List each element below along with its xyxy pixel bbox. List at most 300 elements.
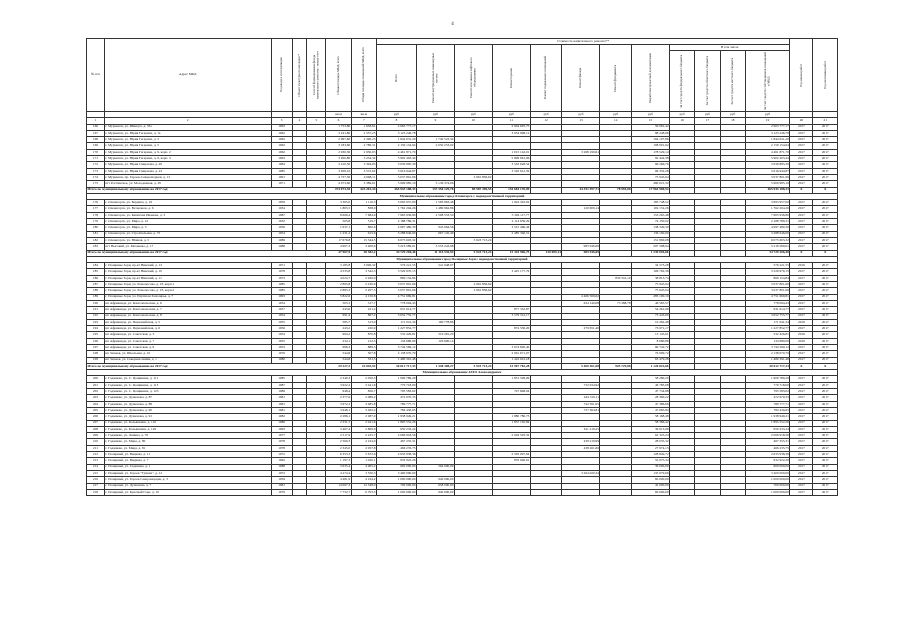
table-cell: 1 762 204,26 — [376, 206, 416, 212]
total-cell: Х — [813, 250, 838, 256]
address-cell: г. Мурманск, пр. Героев-Североморцев, д. 13 — [104, 174, 271, 180]
table-cell: 2 331,7 — [326, 420, 351, 426]
address-cell: г. Полярные Зори, ул. Ломоносова, д. 23, корп.2 — [104, 288, 271, 294]
table-cell: 3 744 569,12 — [745, 344, 789, 350]
table-cell — [492, 489, 530, 495]
table-cell: 1979 — [271, 489, 292, 495]
table-cell: 2 560,3 — [326, 439, 351, 445]
table-cell: 5 809 961,06 — [492, 156, 530, 162]
table-cell: 2 004 593,32 — [492, 433, 530, 439]
address-cell: нп Африканда, ул. Комсомольская, д. 7 — [104, 307, 271, 313]
row-number: 200 — [87, 376, 105, 382]
table-cell: 784 430,65 — [376, 407, 416, 413]
row-number: 166 — [87, 124, 105, 130]
table-cell: 3 389,61 — [351, 181, 376, 187]
table-cell: 1973 — [271, 275, 292, 281]
table-cell: 4 461 871,70 — [376, 149, 416, 155]
table-cell: 2 041,6 — [351, 420, 376, 426]
table-cell: 4 274,4 — [326, 470, 351, 476]
table-cell: 2017 — [813, 168, 838, 174]
capital-repair-table — [86, 38, 838, 496]
unit-cell: руб — [530, 112, 562, 118]
row-number: 185 — [87, 269, 105, 275]
address-cell: г. Полярный, ул. Героев Североморцев, д. 3 — [104, 477, 271, 483]
row-number: 202 — [87, 389, 105, 395]
section-title: Муниципальное образование город Оленегорск с подведомственной территорией — [87, 193, 838, 199]
table-cell: 1971 — [271, 263, 292, 269]
table-cell: 153 265,48 — [632, 212, 670, 218]
address-cell: пгт Ростинское, ул. Молодежная, д. 39 — [104, 181, 271, 187]
unit-cell: руб — [720, 112, 745, 118]
table-cell: 62 325,24 — [632, 433, 670, 439]
table-cell: 860,6 — [351, 225, 376, 231]
table-cell: 3 652 755,77 — [745, 313, 789, 319]
unit-cell: руб — [670, 112, 695, 118]
row-number: 195 — [87, 332, 105, 338]
table-cell: 1989 — [271, 389, 292, 395]
table-cell: 576 221,55 — [745, 263, 789, 269]
address-cell: нп Африканда, ул. Первомайская, д. 5 — [104, 319, 271, 325]
table-cell: 1955 — [271, 319, 292, 325]
address-cell: г. Полярные Зори, пр-кт Нивский, д. 13 — [104, 263, 271, 269]
total-label: Итого по муниципальному образованию на 2017 год: — [87, 187, 326, 193]
table-cell: 1957 — [271, 307, 292, 313]
row-number: 191 — [87, 307, 105, 313]
table-cell: 2 663 777,17 — [745, 124, 789, 130]
table-cell: 2 508 553,59 — [417, 212, 455, 218]
table-cell: 60 000,00 — [632, 477, 670, 483]
table-cell: 876 946,91 — [492, 458, 530, 464]
table-cell: 185 748,52 — [632, 200, 670, 206]
table-cell: 3 034 998,12 — [492, 130, 530, 136]
unit-cell: руб — [600, 112, 632, 118]
table-cell: 943 664,56 — [417, 225, 455, 231]
table-cell: 2 557,25 — [351, 130, 376, 136]
table-cell: 2 114 639,29 — [492, 219, 530, 225]
table-cell: 2017 — [790, 212, 813, 218]
table-cell: 2 377,6 — [326, 395, 351, 401]
table-cell: 297 398,94 — [632, 244, 670, 250]
table-cell: 2 188 789,31 — [745, 219, 789, 225]
table-cell: 2017 — [813, 477, 838, 483]
total-cell: 985 946,69 — [562, 250, 600, 256]
table-cell: 2 930,03 — [351, 149, 376, 155]
table-cell: 467 255,31 — [376, 439, 416, 445]
table-cell: 108 901,62 — [632, 143, 670, 149]
address-cell: г. Гаджиево, ул. Душенова, д. 91 — [104, 414, 271, 420]
address-cell: г. Полярный, ул. Героев "Тумана", д. 12 — [104, 470, 271, 476]
table-cell: 1 480 391,48 — [376, 357, 416, 363]
table-cell: 2017 — [813, 433, 838, 439]
table-cell: 2017 — [790, 382, 813, 388]
table-cell: 2017 — [813, 401, 838, 407]
table-cell: 795 583,02 — [745, 389, 789, 395]
table-cell: 17 676,8 — [326, 237, 351, 243]
table-cell: 439 219,99 — [562, 439, 600, 445]
table-cell: 3 652 755,77 — [376, 313, 416, 319]
table-cell: 1972 — [271, 452, 292, 458]
address-cell: г. Полярный, ул. Гаджиева, д. 1 — [104, 464, 271, 470]
table-cell: 2017 — [790, 181, 813, 187]
table-cell: 4 751 669,81 — [376, 294, 416, 300]
total-cell: 37 967,9 — [326, 250, 351, 256]
table-cell: 2017 — [813, 143, 838, 149]
column-number-cell: 17 — [695, 118, 720, 124]
table-cell: 3 467,4 — [326, 426, 351, 432]
row-number: 177 — [87, 206, 105, 212]
address-cell: г. Оленегорск, ул. Мира, д. 12 — [104, 219, 271, 225]
header-start-year: Год начала работ — [790, 39, 813, 112]
row-number: 204 — [87, 401, 105, 407]
table-cell: 128 840,72 — [632, 452, 670, 458]
table-cell: 317,7 — [351, 300, 376, 306]
table-cell: 3 410,30 — [326, 162, 351, 168]
address-cell: нп Зашеек, ул. Школьная, д. 10 — [104, 351, 271, 357]
table-cell: 519 281,20 — [417, 332, 455, 338]
table-cell: 2 066 918,56 — [745, 433, 789, 439]
table-cell: 3 200,80 — [326, 156, 351, 162]
table-cell: 3 183,60 — [326, 143, 351, 149]
table-cell: 650 233,24 — [376, 426, 416, 432]
table-cell: 472 670,33 — [745, 395, 789, 401]
row-number: 184 — [87, 263, 105, 269]
header-foundation: Ремонт фундамента — [600, 45, 632, 112]
table-cell: 870,8 — [351, 332, 376, 338]
table-cell: 1 851 509,09 — [492, 376, 530, 382]
table-cell: 75 945,04 — [632, 282, 670, 288]
table-cell: 2017 — [790, 351, 813, 357]
table-cell: 564 000,00 — [417, 464, 455, 470]
row-number: 181 — [87, 231, 105, 237]
table-cell: 1985 — [271, 288, 292, 294]
row-number: 190 — [87, 300, 105, 306]
table-cell: 830 341,10 — [600, 275, 632, 281]
table-cell: 47 734,98 — [632, 389, 670, 395]
table-cell: 2 290,25 — [351, 137, 376, 143]
table-cell: 3 400 000,00 — [376, 470, 416, 476]
total-cell: 30 612 717,33 — [376, 363, 416, 369]
table-cell: 2 349,3 — [326, 376, 351, 382]
table-cell: 658 000,00 — [417, 483, 455, 489]
table-cell: 994,2 — [326, 332, 351, 338]
row-number: 178 — [87, 212, 105, 218]
table-cell: 1 197,3 — [326, 458, 351, 464]
table-cell: 60 000,00 — [632, 489, 670, 495]
total-label: Итого по муниципальному образованию на 2017 год: — [87, 363, 326, 369]
table-cell: 2017 — [790, 401, 813, 407]
table-cell: 1972 — [271, 470, 292, 476]
address-cell: г. Мурманск, ул. Юрия Гагарина, д. 3 — [104, 137, 271, 143]
table-cell: 1986 — [271, 420, 292, 426]
column-number-cell: 5 — [307, 118, 326, 124]
table-cell: 5 216 589,61 — [745, 244, 789, 250]
capital-repair-table-sheet — [86, 38, 838, 496]
table-body — [87, 124, 838, 496]
table-cell: 1 231,2 — [326, 231, 351, 237]
row-number: 194 — [87, 326, 105, 332]
column-number-cell: 18 — [720, 118, 745, 124]
table-cell: 96 332,28 — [632, 168, 670, 174]
address-cell: г. Гаджиево, ул. Колышкина, д. 129 — [104, 426, 271, 432]
table-cell: 2017 — [790, 477, 813, 483]
table-cell: 2017 — [813, 319, 838, 325]
unit-cell: руб — [492, 112, 530, 118]
table-cell: 2017 — [813, 206, 838, 212]
total-cell: 5 923 713,24 — [454, 250, 492, 256]
row-number: 213 — [87, 458, 105, 464]
unit-cell: руб — [632, 112, 670, 118]
table-cell: 3 922,2 — [326, 382, 351, 388]
total-cell: 11 116 535,94 — [417, 250, 455, 256]
table-cell: 513,9 — [351, 319, 376, 325]
table-cell: 789 777,71 — [376, 401, 416, 407]
table-cell: 3 037 801,66 — [376, 288, 416, 294]
table-cell: 1955 — [271, 338, 292, 344]
total-cell: 15 907 782,28 — [492, 363, 530, 369]
total-cell: 30 612 717,33 — [745, 363, 789, 369]
table-cell: 7 684,9 — [351, 212, 376, 218]
row-number: 174 — [87, 174, 105, 180]
table-cell: 3 234,32 — [351, 156, 376, 162]
table-cell: 2017 — [813, 407, 838, 413]
table-cell: 2017 — [790, 294, 813, 300]
address-cell: г. Полярный, ул. Видяева, д. 11 — [104, 452, 271, 458]
table-cell: 1 637,1 — [326, 225, 351, 231]
column-number-cell: 3 — [271, 118, 292, 124]
table-cell: 667 145,49 — [417, 231, 455, 237]
column-number-cell: 7 — [351, 118, 376, 124]
table-cell: 1934 — [271, 206, 292, 212]
table-cell: 2 517,9 — [326, 433, 351, 439]
table-cell: 2 056,3 — [351, 376, 376, 382]
total-cell: 78 994,08 — [600, 187, 632, 193]
table-cell: 58 386,42 — [632, 420, 670, 426]
address-cell: г. Мурманск, ул. Юрия Смирнова, д. 20 — [104, 162, 271, 168]
address-cell: г. Гаджиево, ул. С. Цощинина, д. 111 — [104, 376, 271, 382]
unit-cell: руб — [376, 112, 416, 118]
table-cell: 948,4 — [326, 389, 351, 395]
table-cell: 6 075 603,32 — [376, 237, 416, 243]
table-cell: 3 037 801,66 — [745, 282, 789, 288]
table-cell: 3 572,62 — [351, 168, 376, 174]
column-number-cell: 20 — [790, 118, 813, 124]
table-cell: 576 221,55 — [376, 263, 416, 269]
table-cell: 2017 — [790, 395, 813, 401]
table-cell: 74 150,02 — [632, 219, 670, 225]
table-cell: 480 021,32 — [632, 181, 670, 187]
table-cell: 3 037 801,66 — [376, 174, 416, 180]
table-cell: 2017 — [813, 174, 838, 180]
row-number: 209 — [87, 433, 105, 439]
address-cell: г. Мурманск, ул. Юрия Гагарина, д. 1а — [104, 130, 271, 136]
table-cell: 544,8 — [326, 351, 351, 357]
table-cell: 6 353,3 — [326, 452, 351, 458]
table-cell: 1963 — [271, 124, 292, 130]
table-cell: 27 974,15 — [632, 445, 670, 451]
header-fund-method: Способ формирования фонда капитального ремонта - номер счет — [307, 39, 326, 112]
table-cell: 838,0 — [351, 206, 376, 212]
table-cell: 1985 — [271, 282, 292, 288]
header-heritage: Объект культурного наследия * — [292, 39, 307, 112]
table-cell: 2017 — [790, 225, 813, 231]
table-cell: 4 461 871,70 — [745, 149, 789, 155]
table-cell: 2017 — [790, 307, 813, 313]
table-cell: 3 744 569,12 — [376, 344, 416, 350]
table-cell: 2017 — [813, 344, 838, 350]
table-cell: 76 999,72 — [632, 351, 670, 357]
table-cell: 2016 — [790, 319, 813, 325]
total-cell: 23 045,92 — [351, 363, 376, 369]
table-cell: 2 057,8 — [351, 445, 376, 451]
unit-cell: руб — [562, 112, 600, 118]
table-cell: 2 188 789,31 — [376, 219, 416, 225]
column-number-cell: 13 — [562, 118, 600, 124]
table-cell — [600, 489, 632, 495]
table-cell: 2017 — [813, 181, 838, 187]
table-cell: 28 360,22 — [632, 395, 670, 401]
table-cell: 1 020,1 — [351, 458, 376, 464]
table-cell: 2017 — [813, 156, 838, 162]
row-number: 214 — [87, 464, 105, 470]
table-cell: 1 658,61 — [351, 124, 376, 130]
table-cell: 7 965 936,80 — [376, 212, 416, 218]
table-cell: 1 909 789,29 — [745, 376, 789, 382]
table-cell: 472 670,33 — [376, 395, 416, 401]
table-cell: 3 553 243,98 — [417, 244, 455, 250]
table-cell: 13 145,61 — [632, 332, 670, 338]
table-cell: 1 480 391,48 — [745, 357, 789, 363]
table-cell: 5 136 374,06 — [417, 181, 455, 187]
table-cell: 1 924 343,02 — [492, 200, 530, 206]
table-cell: 2017 — [813, 464, 838, 470]
table-cell: 2017 — [813, 483, 838, 489]
table-cell: 5 909 985,19 — [745, 181, 789, 187]
table-cell: 2017 — [813, 130, 838, 136]
table-cell: 2 286,1 — [326, 414, 351, 420]
table-cell: 1977 — [271, 433, 292, 439]
table-cell: 59 081,42 — [632, 124, 670, 130]
table-cell: 5 304 117,77 — [492, 212, 530, 218]
table-cell: 2 786,31 — [351, 143, 376, 149]
address-cell: г. Оленегорск, ул. Строительная, д. 72 — [104, 231, 271, 237]
table-cell: 2016 — [790, 263, 813, 269]
total-cell: 120 009,14 — [530, 250, 562, 256]
table-cell: 1 227 852,77 — [745, 326, 789, 332]
table-cell: 1 837 165,84 — [492, 420, 530, 426]
table-cell: 3 693 957,00 — [745, 200, 789, 206]
table-cell: 1978 — [271, 439, 292, 445]
table-cell: 2017 — [813, 338, 838, 344]
row-number: 197 — [87, 344, 105, 350]
table-cell: 55 975,34 — [632, 458, 670, 464]
table-cell: 46 783,08 — [632, 382, 670, 388]
total-label: Итого по муниципальному образованию на 2017 год: — [87, 250, 326, 256]
row-number: 193 — [87, 319, 105, 325]
address-cell: нп Африканда, ул. Советская, д. 9 — [104, 344, 271, 350]
row-number: 201 — [87, 382, 105, 388]
table-cell: 4 073,60 — [326, 181, 351, 187]
table-cell: 5 822,6 — [326, 294, 351, 300]
header-year-built: Год ввода в эксплуатацию — [271, 39, 292, 112]
table-cell: 54 261,90 — [632, 307, 670, 313]
table-cell: 1956 — [271, 225, 292, 231]
table-cell: 3 408,6 — [351, 244, 376, 250]
section-title: Муниципальное образование город Полярные Зори с подведомственной территорией — [87, 256, 838, 262]
table-cell: 2 663 777,17 — [376, 124, 416, 130]
address-cell: г. Полярные Зори, ул. Ломоносова, д. 23, корп.1 — [104, 282, 271, 288]
table-cell: 1978 — [271, 445, 292, 451]
column-number-cell: 4 — [292, 118, 307, 124]
row-number: 173 — [87, 168, 105, 174]
table-cell: 1932 — [271, 219, 292, 225]
table-cell: 178 529,14 — [632, 149, 670, 155]
row-number: 167 — [87, 130, 105, 136]
table-cell: 3 394,03 — [351, 162, 376, 168]
table-cell: 2017 — [790, 137, 813, 143]
table-cell: 1988 — [271, 244, 292, 250]
table-cell: 1981 — [271, 401, 292, 407]
row-number: 215 — [87, 470, 105, 476]
table-cell: 2 138 670,79 — [376, 351, 416, 357]
table-cell: 5 635,4 — [326, 464, 351, 470]
row-number: 182 — [87, 237, 105, 243]
table-cell: 1959 — [271, 477, 292, 483]
table-cell: 2 505 097,64 — [492, 452, 530, 458]
table-cell: 2017 — [790, 124, 813, 130]
total-cell: 465 943 188,33 — [376, 187, 416, 193]
header-roof: Ремонт крыши — [492, 45, 530, 112]
table-cell: 1956 — [271, 326, 292, 332]
table-cell: 3 288 646,00 — [745, 231, 789, 237]
table-cell: 5 923 713,24 — [454, 237, 492, 243]
table-cell: 932 922,26 — [745, 458, 789, 464]
table-cell: 8 669,4 — [326, 212, 351, 218]
table-cell: 2017 — [813, 294, 838, 300]
table-cell: 3 579 312,17 — [492, 313, 530, 319]
table-cell: 5 216 589,61 — [376, 244, 416, 250]
address-cell: г. Мурманск, ул. Шмидта, д. 33а — [104, 124, 271, 130]
row-number: 205 — [87, 407, 105, 413]
table-cell: 2017 — [813, 470, 838, 476]
table-cell: 3 123 246,78 — [745, 130, 789, 136]
address-cell: г. Оленегорск, ул. Мира, д. 3 — [104, 225, 271, 231]
row-number: 183 — [87, 244, 105, 250]
address-cell: г. Гаджиево, ул. Колышкина, д. 116 — [104, 420, 271, 426]
table-cell: 4 481,9 — [326, 477, 351, 483]
table-cell: 2 086,2 — [351, 395, 376, 401]
table-cell: 1954 — [271, 231, 292, 237]
total-cell: 423 201,34 — [351, 187, 376, 193]
unit-cell: кв.м — [351, 112, 376, 118]
table-cell: 1981 — [271, 395, 292, 401]
table-cell: 5 909 985,19 — [376, 181, 416, 187]
table-cell: 3 037 801,66 — [376, 282, 416, 288]
table-cell: 10 262,48 — [632, 319, 670, 325]
total-cell: Х — [790, 363, 813, 369]
table-cell: 2017 — [790, 130, 813, 136]
table-cell: 466 235,75 — [376, 445, 416, 451]
table-cell: 2 883,3 — [326, 288, 351, 294]
table-cell: 996,3 — [326, 344, 351, 350]
table-cell: 2017 — [790, 414, 813, 420]
address-cell: г. Полярные Зори, ул. Партизан Заполярья, д. 7 — [104, 294, 271, 300]
table-cell: 2017 — [813, 300, 838, 306]
table-cell: 1 227 852,77 — [376, 326, 416, 332]
address-cell: г. Гаджиево, ул. Душенова, д. 88 — [104, 401, 271, 407]
table-cell: 1963 — [271, 156, 292, 162]
table-cell: 2017 — [790, 407, 813, 413]
table-cell: 2017 — [790, 174, 813, 180]
